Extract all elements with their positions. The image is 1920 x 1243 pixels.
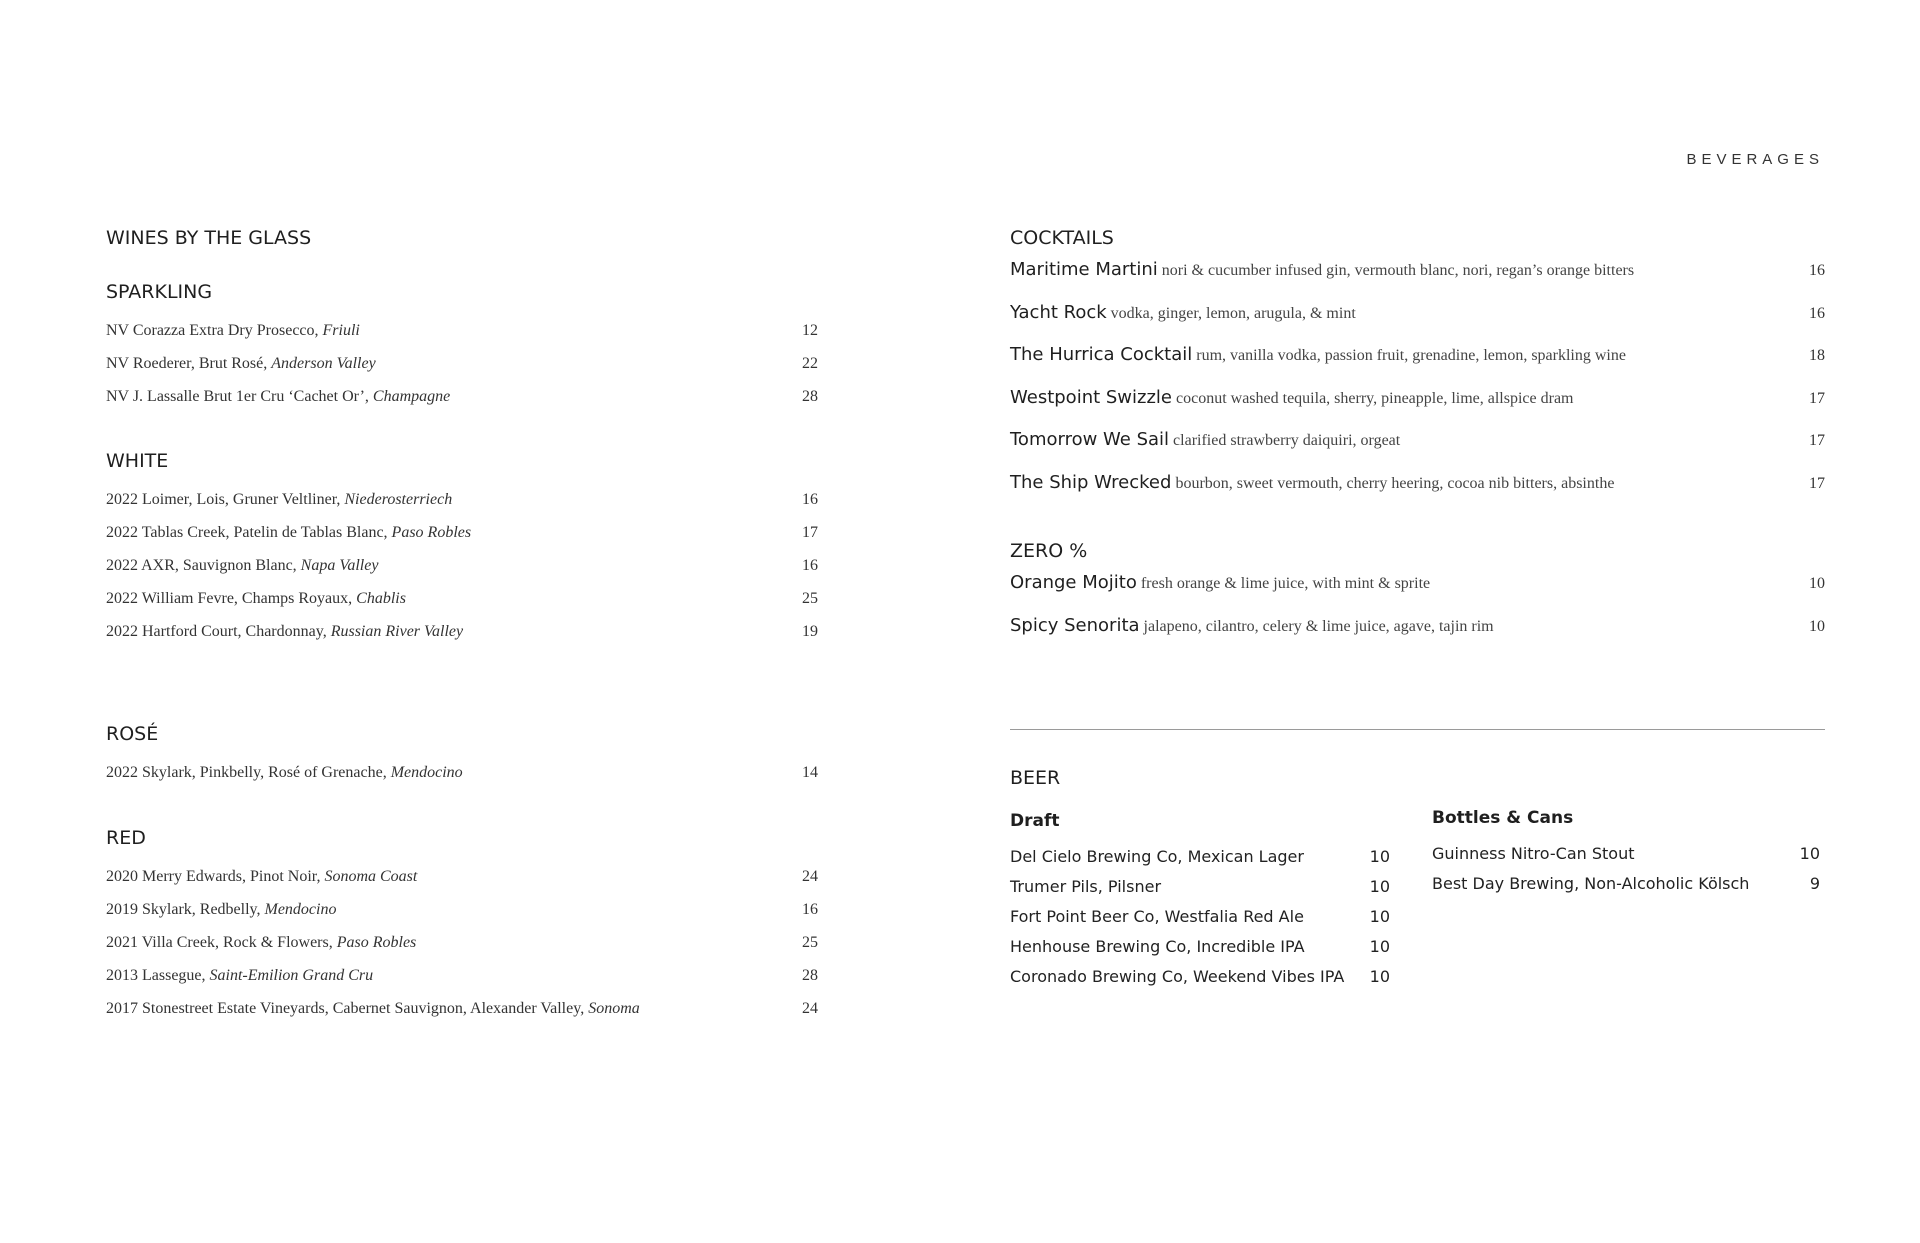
cocktail-price: 18 <box>1809 347 1825 364</box>
wine-label <box>106 967 373 985</box>
cocktail-row <box>1010 572 1825 615</box>
cocktail-price: 10 <box>1809 617 1825 635</box>
wine-label <box>106 901 336 919</box>
wine-price: 16 <box>802 557 818 574</box>
cocktail-name: Orange Mojito <box>1010 572 1137 593</box>
wine-label <box>106 1000 640 1018</box>
beer-row <box>1010 877 1390 907</box>
draft-list <box>1010 847 1390 997</box>
wine-name: 2022 Tablas Creek, Patelin de Tablas Blanc, <box>106 524 392 541</box>
beer-section <box>1010 765 1825 1029</box>
wine-label <box>106 491 452 509</box>
wine-section-sparkling <box>106 279 818 421</box>
wine-price: 24 <box>802 1000 818 1017</box>
cocktail-description: coconut washed tequila, sherry, pineapple, lime, allspice dram <box>1176 389 1574 407</box>
cocktail-price: 16 <box>1809 304 1825 322</box>
wine-label <box>106 764 463 782</box>
wine-price: 28 <box>802 388 818 405</box>
wine-label <box>106 388 450 406</box>
wine-price: 16 <box>802 491 818 508</box>
wine-price: 22 <box>802 355 818 372</box>
beer-price: 10 <box>1369 847 1390 866</box>
wine-name: 2022 Hartford Court, Chardonnay, <box>106 623 331 640</box>
beer-name: Del Cielo Brewing Co, Mexican Lager <box>1010 847 1304 866</box>
cocktail-label <box>1010 344 1626 365</box>
wine-price: 19 <box>802 623 818 640</box>
beer-name: Coronado Brewing Co, Weekend Vibes IPA <box>1010 967 1345 986</box>
wine-label <box>106 557 378 575</box>
beer-row <box>1432 844 1820 874</box>
cocktail-label <box>1010 387 1574 408</box>
cocktail-name: Yacht Rock <box>1010 301 1107 323</box>
wine-region: Niederosterriech <box>344 491 453 508</box>
wine-row <box>106 388 818 421</box>
wine-label <box>106 322 360 340</box>
section-heading: SPARKLING <box>106 281 213 303</box>
draft-column <box>1010 809 1390 997</box>
wine-region: Mendocino <box>390 764 463 781</box>
wine-price: 12 <box>802 322 818 339</box>
wine-price: 16 <box>802 901 818 918</box>
cocktail-row <box>1010 429 1825 472</box>
wine-row <box>106 491 818 524</box>
beer-name: Guinness Nitro-Can Stout <box>1432 844 1635 863</box>
wine-name: NV Roederer, Brut Rosé, <box>106 355 272 372</box>
wines-title: WINES BY THE GLASS <box>106 227 312 249</box>
wine-price: 25 <box>802 934 818 951</box>
cocktail-label <box>1010 615 1494 636</box>
beer-price: 10 <box>1369 907 1390 926</box>
cocktails-section <box>1010 225 1825 514</box>
wine-price: 28 <box>802 967 818 984</box>
wine-label <box>106 590 406 608</box>
cocktail-label <box>1010 472 1614 493</box>
wine-row <box>106 967 818 1000</box>
wine-region: Mendocino <box>264 901 337 918</box>
cocktail-description: fresh orange & lime juice, with mint & sprite <box>1140 575 1431 592</box>
wine-name: 2013 Lassegue, <box>106 967 210 984</box>
wine-list <box>106 868 818 1033</box>
beer-price: 10 <box>1369 877 1390 896</box>
wine-label <box>106 623 463 641</box>
section-heading: RED <box>106 827 146 849</box>
cocktail-price: 10 <box>1809 575 1825 592</box>
beer-columns <box>1010 809 1825 1029</box>
wine-row <box>106 934 818 967</box>
cocktail-row <box>1010 259 1825 302</box>
wine-name: 2019 Skylark, Redbelly, <box>106 901 265 918</box>
wine-price: 17 <box>802 524 818 541</box>
wine-name: 2020 Merry Edwards, Pinot Noir, <box>106 868 325 885</box>
cocktails-column <box>1010 225 1825 657</box>
wine-list <box>106 322 818 421</box>
wine-name: NV J. Lassalle Brut 1er Cru ‘Cachet Or’, <box>106 388 373 405</box>
cocktail-row <box>1010 387 1825 430</box>
cocktail-name: Westpoint Swizzle <box>1010 386 1172 408</box>
cocktail-description: rum, vanilla vodka, passion fruit, grenadine, lemon, sparkling wine <box>1196 347 1626 364</box>
beer-row <box>1010 967 1390 997</box>
cocktail-name: Spicy Senorita <box>1010 614 1140 636</box>
cocktail-row <box>1010 615 1825 658</box>
cocktail-price: 17 <box>1809 389 1825 407</box>
section-divider <box>1010 729 1825 730</box>
wine-name: 2022 Loimer, Lois, Gruner Veltliner, <box>106 491 345 508</box>
wine-region: Paso Robles <box>336 934 417 951</box>
wine-list <box>106 764 818 797</box>
cocktail-list <box>1010 259 1825 514</box>
beer-title: BEER <box>1010 767 1061 789</box>
wine-name: 2022 AXR, Sauvignon Blanc, <box>106 557 301 574</box>
wine-region: Friuli <box>322 322 360 339</box>
wine-section-red <box>106 825 818 1033</box>
wine-price: 24 <box>802 868 818 885</box>
wine-price: 14 <box>802 764 818 781</box>
bottles-list <box>1432 844 1820 904</box>
wine-region: Sonoma Coast <box>324 868 418 885</box>
wine-row <box>106 901 818 934</box>
wine-row <box>106 557 818 590</box>
wine-row <box>106 868 818 901</box>
wine-region: Champagne <box>372 388 451 405</box>
cocktail-description: nori & cucumber infused gin, vermouth blanc, nori, regan’s orange bitters <box>1161 262 1635 279</box>
cocktail-name: The Ship Wrecked <box>1010 471 1172 493</box>
wine-region: Anderson Valley <box>271 355 376 372</box>
wine-row <box>106 590 818 623</box>
wine-row <box>106 1000 818 1033</box>
beer-name: Fort Point Beer Co, Westfalia Red Ale <box>1010 907 1304 926</box>
wine-label <box>106 524 471 542</box>
cocktails-title: COCKTAILS <box>1010 227 1114 249</box>
wines-column <box>106 225 818 1033</box>
wine-region: Chablis <box>356 590 406 607</box>
beer-row <box>1010 907 1390 937</box>
wine-region: Paso Robles <box>391 524 472 541</box>
cocktail-price: 17 <box>1809 432 1825 449</box>
wine-name: 2021 Villa Creek, Rock & Flowers, <box>106 934 337 951</box>
wine-name: 2022 William Fevre, Champs Royaux, <box>106 590 357 607</box>
cocktail-description: vodka, ginger, lemon, arugula, & mint <box>1110 304 1356 322</box>
zero-proof-section <box>1010 538 1825 657</box>
cocktail-price: 17 <box>1809 474 1825 492</box>
wine-section-white <box>106 448 818 656</box>
cocktail-row <box>1010 302 1825 345</box>
beer-name: Trumer Pils, Pilsner <box>1010 877 1162 896</box>
wine-price: 25 <box>802 590 818 607</box>
cocktail-description: jalapeno, cilantro, celery & lime juice, agave, tajin rim <box>1143 617 1494 635</box>
wine-row <box>106 623 818 656</box>
wine-section-rose <box>106 721 818 797</box>
beer-row <box>1010 937 1390 967</box>
cocktail-label <box>1010 572 1430 593</box>
beer-price: 10 <box>1369 967 1390 986</box>
bottles-column <box>1432 806 1820 904</box>
cocktail-description: bourbon, sweet vermouth, cherry heering, cocoa nib bitters, absinthe <box>1175 474 1615 492</box>
wine-label <box>106 868 417 886</box>
wine-name: NV Corazza Extra Dry Prosecco, <box>106 322 323 339</box>
cocktail-price: 16 <box>1809 262 1825 279</box>
section-heading: WHITE <box>106 450 169 472</box>
page-label: BEVERAGES <box>1686 151 1824 168</box>
beer-price: 9 <box>1809 874 1820 893</box>
cocktail-label <box>1010 429 1400 450</box>
beer-row <box>1432 874 1820 904</box>
cocktail-name: Maritime Martini <box>1010 259 1158 280</box>
wine-row <box>106 764 818 797</box>
wine-row <box>106 322 818 355</box>
cocktail-description: clarified strawberry daiquiri, orgeat <box>1173 432 1401 449</box>
zero-proof-title: ZERO % <box>1010 540 1088 562</box>
wine-label <box>106 355 376 373</box>
wine-row <box>106 524 818 557</box>
wine-name: 2022 Skylark, Pinkbelly, Rosé of Grenache, <box>106 764 391 781</box>
cocktail-label <box>1010 302 1356 323</box>
wine-region: Sonoma <box>588 1000 640 1017</box>
beer-price: 10 <box>1799 844 1820 863</box>
wine-region: Russian River Valley <box>330 623 464 640</box>
wine-region: Saint-Emilion Grand Cru <box>209 967 374 984</box>
cocktail-row <box>1010 472 1825 515</box>
beer-price: 10 <box>1369 937 1390 956</box>
beer-name: Henhouse Brewing Co, Incredible IPA <box>1010 937 1305 956</box>
wine-region: Napa Valley <box>300 557 379 574</box>
cocktail-name: The Hurrica Cocktail <box>1010 344 1193 365</box>
zero-proof-list <box>1010 572 1825 657</box>
bottles-heading: Bottles & Cans <box>1432 808 1574 828</box>
wine-list <box>106 491 818 656</box>
cocktail-label <box>1010 259 1634 280</box>
cocktail-name: Tomorrow We Sail <box>1010 429 1170 450</box>
cocktail-row <box>1010 344 1825 387</box>
wine-label <box>106 934 416 952</box>
draft-heading: Draft <box>1010 811 1060 831</box>
beer-row <box>1010 847 1390 877</box>
wine-row <box>106 355 818 388</box>
wine-name: 2017 Stonestreet Estate Vineyards, Cabernet Sauvignon, Alexander Valley, <box>106 1000 589 1017</box>
section-heading: ROSÉ <box>106 723 159 745</box>
beer-name: Best Day Brewing, Non-Alcoholic Kölsch <box>1432 874 1750 893</box>
